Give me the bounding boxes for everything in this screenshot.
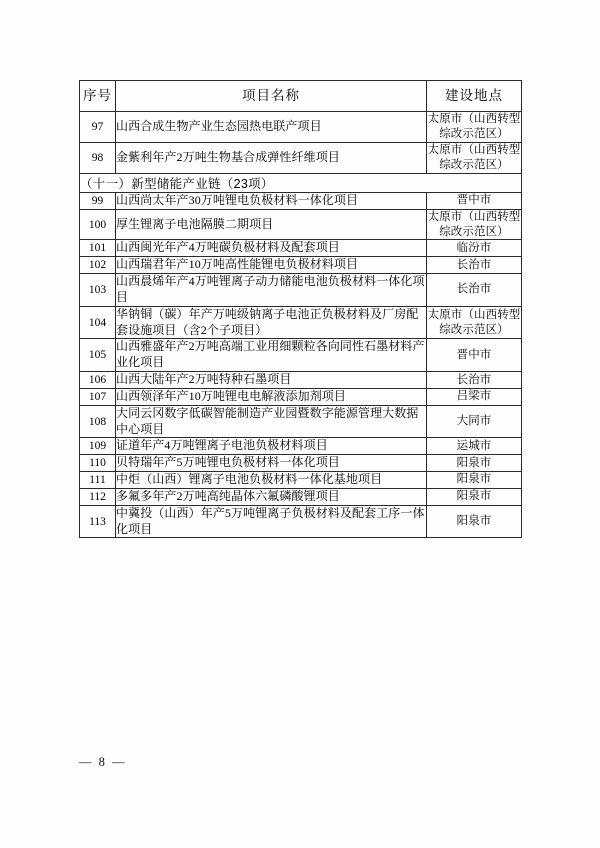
table-header-row	[80, 81, 522, 112]
table-row	[80, 192, 522, 209]
cell-project-name: 金紫利年产2万吨生物基合成弹性纤维项目	[116, 142, 427, 173]
cell-project-name: 山西瑞君年产10万吨高性能锂电负极材料项目	[116, 257, 427, 274]
cell-construction-location: 晋中市	[427, 192, 522, 209]
cell-project-name: 山西雅盛年产2万吨高端工业用细颗粒各向同性石墨材料产业化项目	[116, 339, 427, 372]
cell-project-name: 大同云冈数字低碳智能制造产业园暨数字能源管理大数据中心项目	[116, 405, 427, 438]
page-number: — 8 —	[79, 755, 127, 769]
cell-project-name: 贝特瑞年产5万吨锂电负极材料一体化项目	[116, 455, 427, 472]
table-header	[80, 81, 522, 112]
table-section-row	[80, 173, 522, 192]
cell-project-name: 山西合成生物产业生态园热电联产项目	[116, 112, 427, 143]
cell-construction-location: 临汾市	[427, 240, 522, 257]
table-row	[80, 274, 522, 307]
table-row	[80, 339, 522, 372]
section-title: （十一）新型储能产业链（23项）	[80, 173, 522, 192]
cell-construction-location: 长治市	[427, 257, 522, 274]
cell-serial-number: 100	[80, 209, 116, 240]
table-row	[80, 240, 522, 257]
table-row	[80, 388, 522, 405]
table-row	[80, 112, 522, 143]
cell-serial-number: 107	[80, 388, 116, 405]
cell-construction-location: 太原市（山西转型综改示范区）	[427, 142, 522, 173]
table-body	[80, 112, 522, 538]
table-row	[80, 455, 522, 472]
column-header-place: 建设地点	[427, 81, 522, 112]
cell-construction-location: 运城市	[427, 438, 522, 455]
cell-construction-location: 长治市	[427, 372, 522, 389]
column-header-no: 序号	[80, 81, 116, 112]
cell-construction-location: 太原市（山西转型综改示范区）	[427, 306, 522, 339]
cell-project-name: 厚生锂离子电池隔膜二期项目	[116, 209, 427, 240]
table-row	[80, 257, 522, 274]
column-header-name: 项目名称	[116, 81, 427, 112]
cell-project-name: 山西晨烯年产4万吨锂离子动力储能电池负极材料一体化项目	[116, 274, 427, 307]
table-row	[80, 505, 522, 538]
table-row	[80, 472, 522, 489]
cell-serial-number: 99	[80, 192, 116, 209]
cell-serial-number: 98	[80, 142, 116, 173]
project-table-container	[79, 80, 521, 538]
cell-serial-number: 110	[80, 455, 116, 472]
cell-construction-location: 吕梁市	[427, 388, 522, 405]
cell-construction-location: 长治市	[427, 274, 522, 307]
cell-serial-number: 106	[80, 372, 116, 389]
cell-construction-location: 阳泉市	[427, 488, 522, 505]
cell-construction-location: 阳泉市	[427, 505, 522, 538]
table-row	[80, 405, 522, 438]
cell-serial-number: 108	[80, 405, 116, 438]
cell-serial-number: 113	[80, 505, 116, 538]
cell-serial-number: 97	[80, 112, 116, 143]
cell-construction-location: 阳泉市	[427, 472, 522, 489]
cell-construction-location: 晋中市	[427, 339, 522, 372]
cell-construction-location: 太原市（山西转型综改示范区）	[427, 112, 522, 143]
cell-project-name: 证道年产4万吨锂离子电池负极材料项目	[116, 438, 427, 455]
table-row	[80, 372, 522, 389]
cell-serial-number: 101	[80, 240, 116, 257]
table-row	[80, 488, 522, 505]
cell-serial-number: 102	[80, 257, 116, 274]
cell-serial-number: 105	[80, 339, 116, 372]
cell-project-name: 中冀投（山西）年产5万吨锂离子负极材料及配套工序一体化项目	[116, 505, 427, 538]
cell-serial-number: 109	[80, 438, 116, 455]
cell-construction-location: 阳泉市	[427, 455, 522, 472]
cell-project-name: 山西闽光年产4万吨碳负极材料及配套项目	[116, 240, 427, 257]
table-row	[80, 142, 522, 173]
cell-project-name: 多氟多年产2万吨高纯晶体六氟磷酸锂项目	[116, 488, 427, 505]
table-row	[80, 306, 522, 339]
cell-construction-location: 大同市	[427, 405, 522, 438]
cell-construction-location: 太原市（山西转型综改示范区）	[427, 209, 522, 240]
cell-project-name: 中炬（山西）锂离子电池负极材料一体化基地项目	[116, 472, 427, 489]
project-list-table	[79, 80, 522, 538]
cell-serial-number: 111	[80, 472, 116, 489]
cell-serial-number: 104	[80, 306, 116, 339]
cell-project-name: 山西尚太年产30万吨锂电负极材料一体化项目	[116, 192, 427, 209]
cell-serial-number: 103	[80, 274, 116, 307]
cell-serial-number: 112	[80, 488, 116, 505]
cell-project-name: 山西大陆年产2万吨特种石墨项目	[116, 372, 427, 389]
cell-project-name: 华钠铜（碳）年产万吨级钠离子电池正负极材料及厂房配套设施项目（含2个子项目）	[116, 306, 427, 339]
table-row	[80, 209, 522, 240]
cell-project-name: 山西领泽年产10万吨锂电电解液添加剂项目	[116, 388, 427, 405]
table-row	[80, 438, 522, 455]
